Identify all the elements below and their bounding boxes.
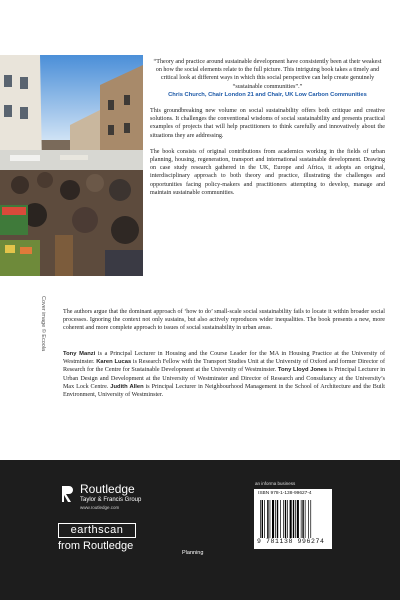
isbn-barcode <box>254 489 332 549</box>
bio-text: is a Principal Lecturer in Housing and the Course Leader for the MA in Housing Practice at the University of Westminster. <box>63 351 385 366</box>
imprint-from: from Routledge <box>58 540 134 552</box>
earthscan-logo: earthscan <box>58 523 136 538</box>
barcode-bar <box>267 500 268 538</box>
informa-tagline: an informa business <box>255 481 296 486</box>
blurb-paragraph-1: This groundbreaking new volume on social sustainability offers both critique and creative solutions. It challenges the conventional wisdoms of social sustainability and presents practical examples of projects that will help practitioners to think carefully and innovatively about the situations they are addressing. <box>150 108 385 139</box>
endorsement-attribution: Chris Church, Chair London 21 and Chair, UK Low Carbon Communities <box>168 91 367 98</box>
cover-credit <box>36 296 46 376</box>
barcode-bar <box>272 500 274 538</box>
barcode-bar <box>277 500 278 538</box>
barcode-bar <box>270 500 271 538</box>
barcode-bar <box>302 500 303 538</box>
barcode-bar <box>287 500 288 538</box>
barcode-bar <box>264 500 265 538</box>
barcode-bar <box>297 500 299 538</box>
bio-name: Judith Allen <box>110 383 144 390</box>
routledge-logo-icon <box>60 484 74 504</box>
barcode-bar <box>260 500 261 538</box>
barcode-bar <box>285 500 286 538</box>
publisher-website: www.routledge.com <box>80 505 120 510</box>
cover-photo-street-market <box>0 55 143 276</box>
author-bios <box>63 350 385 399</box>
isbn-text: ISBN 978-1-138-99627-4 <box>258 491 312 496</box>
authors-argument-paragraph: The authors argue that the dominant approach of ‘how to do’ small-scale social sustainability fails to locate it within broader social processes. Ignoring the context not only sustains, but also actively reproduces wider inequalities. The book presents a new, more coherent and more complete approach to issues of social sustainability in urban areas. <box>63 309 385 332</box>
barcode-bar <box>301 500 302 538</box>
bio-name: Tony Manzi <box>63 351 96 357</box>
barcode-bar <box>308 500 309 538</box>
bio-text: is Research Fellow with the Transport Studies Unit at the University of Oxford and former Director of Research for the Centre for Sustainable Development at the University of Westminster. <box>63 359 385 374</box>
blurb-column <box>150 58 385 205</box>
barcode-bar <box>290 500 292 538</box>
publisher-footer <box>0 460 400 600</box>
barcode-bars <box>260 500 326 538</box>
barcode-bar <box>305 500 306 538</box>
publisher-name: Routledge <box>80 482 135 496</box>
cover-credit-text: Cover image © Ecoola <box>40 296 46 352</box>
barcode-bar <box>293 500 294 538</box>
publisher-group: Taylor & Francis Group <box>80 497 142 503</box>
barcode-bar <box>310 500 311 538</box>
barcode-bar <box>283 500 284 538</box>
barcode-bar <box>275 500 276 538</box>
subject-category: Planning <box>182 550 204 556</box>
endorsement-quote: “Theory and practice around sustainable development have consistently been at their weakest on how the social elements relate to the full picture. This intriguing book takes a timely and critical look at different ways in which this social perspective can help create genuinely “sustainable communities”.” <box>153 59 382 90</box>
bio-name: Tony Lloyd Jones <box>277 367 327 374</box>
blurb-paragraph-2: The book consists of original contributions from academics working in the fields of urban planning, housing, regeneration, transport and international sustainable development. Drawing on case study research gathered in the UK, Europe and Africa, it adopts an original, interdisciplinary approach to both theory and practice, illustrating the challenges and opportunities facing policy-makers and practitioners attempting to develop, manage and maintain sustainable communities. <box>150 148 385 196</box>
bio-text: is Principal Lecturer in Neighbourhood Management in the School of Architecture and the Built Environment, University of Westminster. <box>63 383 385 399</box>
bio-name: Karen Lucas <box>96 359 132 366</box>
barcode-bar <box>280 500 281 538</box>
bio-text: is Principal Lecturer in Urban Design and Development at the University of Westminster and Director of Research and Consultancy at the University’s Max Lock Centre. <box>63 367 385 390</box>
barcode-bar <box>295 500 296 538</box>
barcode-digits: 9 781138 996274 <box>257 538 325 545</box>
barcode-bar <box>262 500 263 538</box>
